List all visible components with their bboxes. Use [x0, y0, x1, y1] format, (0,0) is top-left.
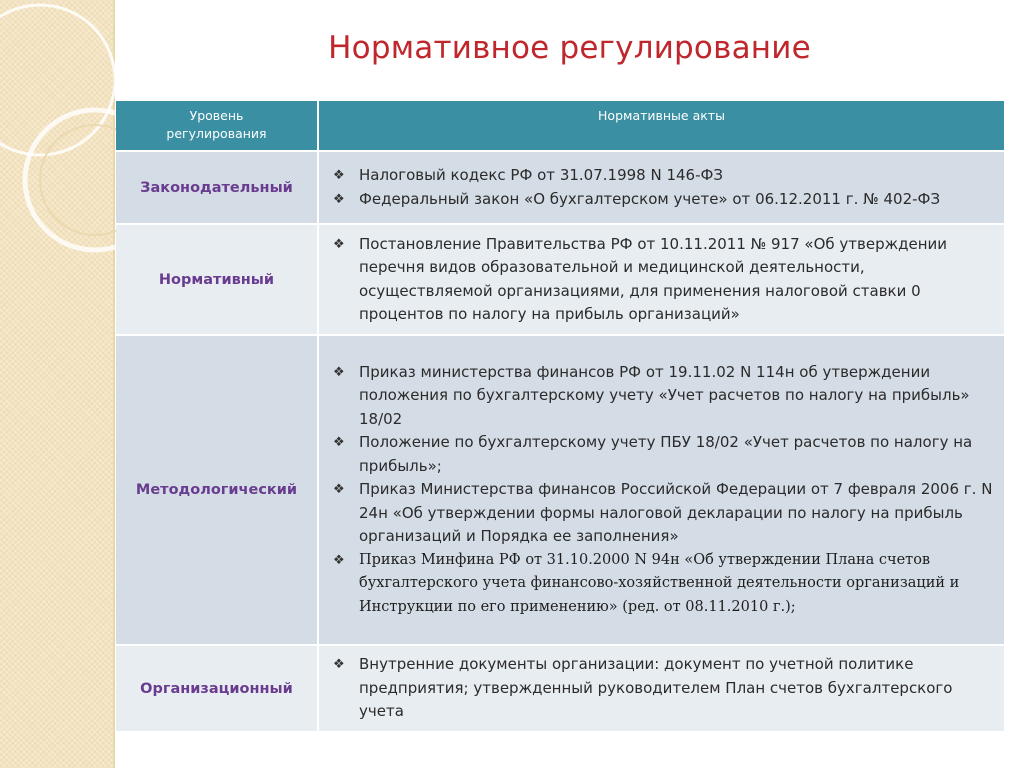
acts-cell [318, 224, 1004, 335]
list-item: ❖ Федеральный закон «О бухгалтерском учете» от 06.12.2011 г. № 402-ФЗ [333, 188, 998, 212]
diamond-bullet-icon: ❖ [333, 364, 345, 380]
header-acts: Нормативные акты [318, 101, 1004, 151]
level-cell: Нормативный [116, 224, 318, 335]
table-row [116, 335, 1004, 645]
table-row [116, 224, 1004, 335]
header-level: Уровень регулирования [116, 101, 318, 151]
page-title: Нормативное регулирование [328, 30, 811, 66]
list-item: ❖ Налоговый кодекс РФ от 31.07.1998 N 146-ФЗ [333, 164, 998, 188]
list-item: ❖ Приказ министерства финансов РФ от 19.11.02 N 114н об утверждении положения по бухгалтерскому учету «Учет расчетов по налогу на прибыль» 18/02 [333, 362, 970, 428]
diamond-bullet-icon: ❖ [333, 435, 345, 451]
acts-cell [318, 151, 1004, 224]
diamond-bullet-icon: ❖ [333, 168, 345, 183]
table-row [116, 151, 1004, 224]
level-cell: Методологический [116, 335, 318, 645]
level-cell: Организационный [116, 645, 318, 731]
list-item: ❖ Приказ Министерства финансов Российской Федерации от 7 февраля 2006 г. N 24н «Об утверждении формы налоговой декларации по налогу на прибыль организаций и Порядка ее заполнения» [333, 480, 993, 546]
diamond-bullet-icon: ❖ [333, 482, 345, 498]
level-cell: Законодательный [116, 151, 318, 224]
table-row [116, 645, 1004, 731]
side-band-edge [113, 0, 115, 768]
list-item: ❖ Внутренние документы организации: документ по учетной политике предприятия; утвержденный руководителем План счетов бухгалтерского учета [333, 655, 953, 721]
list-item: ❖ Положение по бухгалтерскому учету ПБУ 18/02 «Учет расчетов по налогу на прибыль»; [333, 433, 973, 475]
diamond-bullet-icon: ❖ [333, 236, 345, 252]
list-item: ❖ Приказ Минфина РФ от 31.10.2000 N 94н «Об утверждении Плана счетов бухгалтерского учета финансово-хозяйственной деятельности организаций и Инструкции по его применению» (ред. от 08.11.2010 г.); [333, 549, 998, 620]
list-item: ❖ Постановление Правительства РФ от 10.11.2011 № 917 «Об утверждении перечня видов образовательной и медицинской деятельности, осуществляемой организациями, для применения налоговой ставки 0 процентов по налогу на прибыль организаций» [333, 234, 948, 323]
diamond-bullet-icon: ❖ [333, 657, 345, 673]
diamond-bullet-icon: ❖ [333, 191, 345, 207]
regulation-table [116, 101, 1004, 731]
diamond-bullet-icon: ❖ [333, 552, 345, 568]
acts-cell [318, 645, 1004, 731]
acts-cell [318, 335, 1004, 645]
decorative-side-band [0, 0, 113, 768]
